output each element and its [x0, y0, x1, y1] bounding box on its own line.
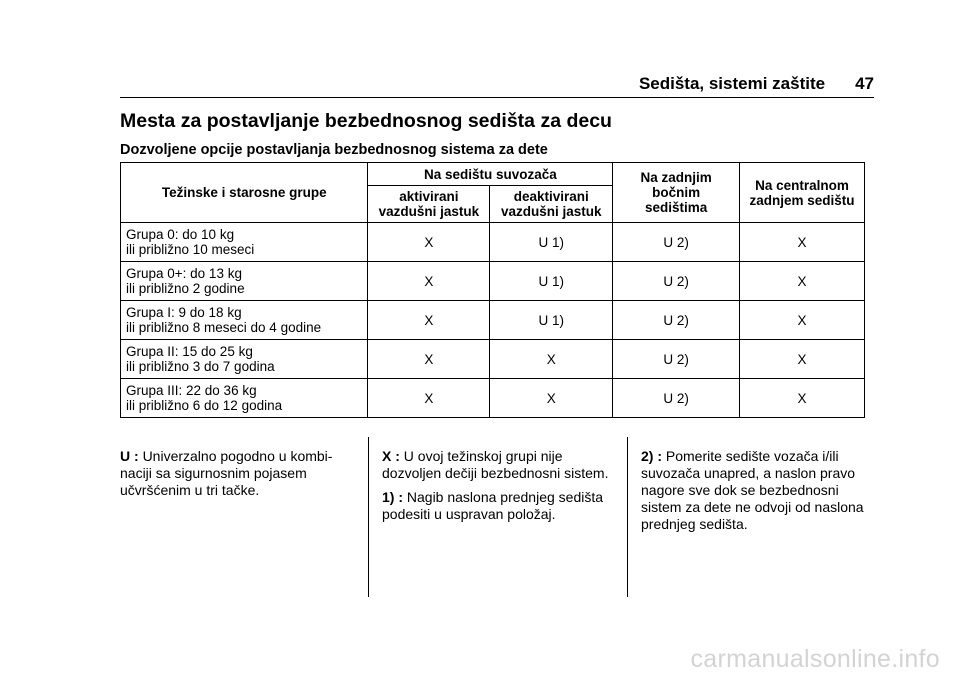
- rear-center-cell: X: [740, 340, 865, 379]
- group-cell: Grupa I: 9 do 18 kg ili približno 8 meseci do 4 godine: [121, 301, 368, 340]
- note-x-key: X :: [382, 448, 400, 464]
- airbag-on-cell: X: [368, 379, 490, 418]
- table-row: [121, 301, 865, 340]
- note-1-key: 1) :: [382, 489, 403, 505]
- note-2: [641, 448, 881, 533]
- group-cell: Grupa II: 15 do 25 kg ili približno 3 do 7 godina: [121, 340, 368, 379]
- note-u: [120, 448, 355, 499]
- notes-column-middle: [382, 448, 617, 530]
- header-divider: [120, 97, 874, 98]
- header-front-passenger-seat: Na sedištu suvozača: [368, 163, 613, 186]
- notes-column-right: [641, 448, 881, 540]
- airbag-on-cell: X: [368, 223, 490, 262]
- group-cell: Grupa 0: do 10 kg ili približno 10 meseci: [121, 223, 368, 262]
- header-rear-side-seats: Na zadnjim bočnim sedištima: [613, 163, 740, 223]
- rear-center-cell: X: [740, 223, 865, 262]
- airbag-off-cell: U 1): [490, 223, 613, 262]
- header-airbag-deactivated: deaktivirani vazdušni jastuk: [490, 186, 613, 223]
- airbag-off-cell: U 1): [490, 301, 613, 340]
- note-2-key: 2) :: [641, 448, 662, 464]
- notes-column-left: [120, 448, 355, 506]
- rear-side-cell: U 2): [613, 301, 740, 340]
- header-rear-center-seat: Na centralnom zadnjem sedištu: [740, 163, 865, 223]
- note-x-text: U ovoj težinskoj grupi nije dozvoljen dečiji bezbednosni sistem.: [382, 448, 609, 481]
- airbag-off-cell: U 1): [490, 262, 613, 301]
- table-row: [121, 223, 865, 262]
- header-weight-age-groups: Težinske i starosne grupe: [121, 163, 368, 223]
- note-1: [382, 489, 617, 523]
- column-divider: [368, 437, 369, 597]
- airbag-on-cell: X: [368, 301, 490, 340]
- page-number: 47: [855, 74, 874, 93]
- table-row: [121, 379, 865, 418]
- rear-center-cell: X: [740, 262, 865, 301]
- note-u-key: U :: [120, 448, 139, 464]
- table-caption: Dozvoljene opcije postavljanja bezbednosnog sistema za dete: [120, 142, 548, 158]
- rear-center-cell: X: [740, 379, 865, 418]
- section-title: Mesta za postavljanje bezbednosnog sedišta za decu: [120, 110, 612, 132]
- table-row: [121, 340, 865, 379]
- airbag-off-cell: X: [490, 379, 613, 418]
- column-divider: [627, 437, 628, 597]
- airbag-off-cell: X: [490, 340, 613, 379]
- watermark: carmanualsonline.info: [690, 645, 940, 673]
- note-u-text: Univerzalno pogodno u kombinaciji sa sigurnosnim pojasem učvršćenim u tri tačke.: [120, 448, 333, 498]
- airbag-on-cell: X: [368, 340, 490, 379]
- group-cell: Grupa III: 22 do 36 kg ili približno 6 do 12 godina: [121, 379, 368, 418]
- note-x: [382, 448, 617, 482]
- rear-side-cell: U 2): [613, 262, 740, 301]
- table-row: [121, 262, 865, 301]
- page-header: [639, 74, 874, 94]
- rear-side-cell: U 2): [613, 340, 740, 379]
- rear-side-cell: U 2): [613, 379, 740, 418]
- note-2-text: Pomerite sedište vozača i/ili suvozača unapred, a naslon pravo nagore sve dok se bezbednosni sistem za dete ne odvoji od naslona prednjeg sedišta.: [641, 448, 864, 532]
- note-1-text: Nagib naslona prednjeg sedišta podesiti u uspravan položaj.: [382, 489, 604, 522]
- rear-center-cell: X: [740, 301, 865, 340]
- rear-side-cell: U 2): [613, 223, 740, 262]
- chapter-title: Sedišta, sistemi zaštite: [638, 74, 826, 93]
- child-seat-options-table: [120, 162, 865, 418]
- airbag-on-cell: X: [368, 262, 490, 301]
- header-airbag-activated: aktivirani vazdušni jastuk: [368, 186, 490, 223]
- group-cell: Grupa 0+: do 13 kg ili približno 2 godine: [121, 262, 368, 301]
